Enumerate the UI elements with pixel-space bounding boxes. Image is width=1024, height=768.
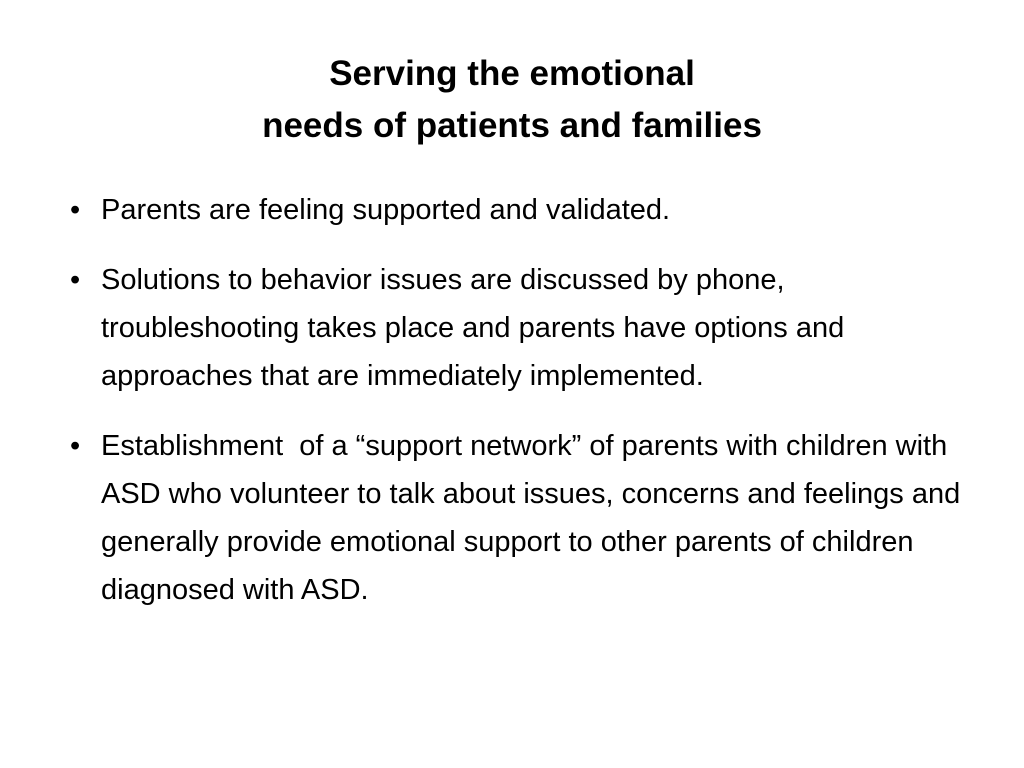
bullet-item-1 [70, 186, 970, 234]
bullet-text-3: Establishment of a “support network” of parents with children with ASD who volunteer to talk about issues, concerns and feelings and generally provide emotional support to other parents of children diagnosed with ASD. [101, 430, 969, 606]
bullet-list [70, 186, 970, 636]
bullet-marker: • [70, 264, 81, 296]
slide-title [80, 48, 944, 152]
bullet-text-2: Solutions to behavior issues are discussed by phone, troubleshooting takes place and parents have options and approaches that are immediately implemented. [101, 264, 845, 392]
bullet-marker: • [70, 194, 81, 226]
bullet-item-2 [70, 256, 970, 400]
slide-title-line-2: needs of patients and families [262, 106, 762, 145]
slide-title-line-1: Serving the emotional [329, 54, 695, 93]
bullet-marker: • [70, 430, 81, 462]
bullet-item-3 [70, 422, 970, 614]
bullet-text-1: Parents are feeling supported and validated. [101, 194, 671, 226]
